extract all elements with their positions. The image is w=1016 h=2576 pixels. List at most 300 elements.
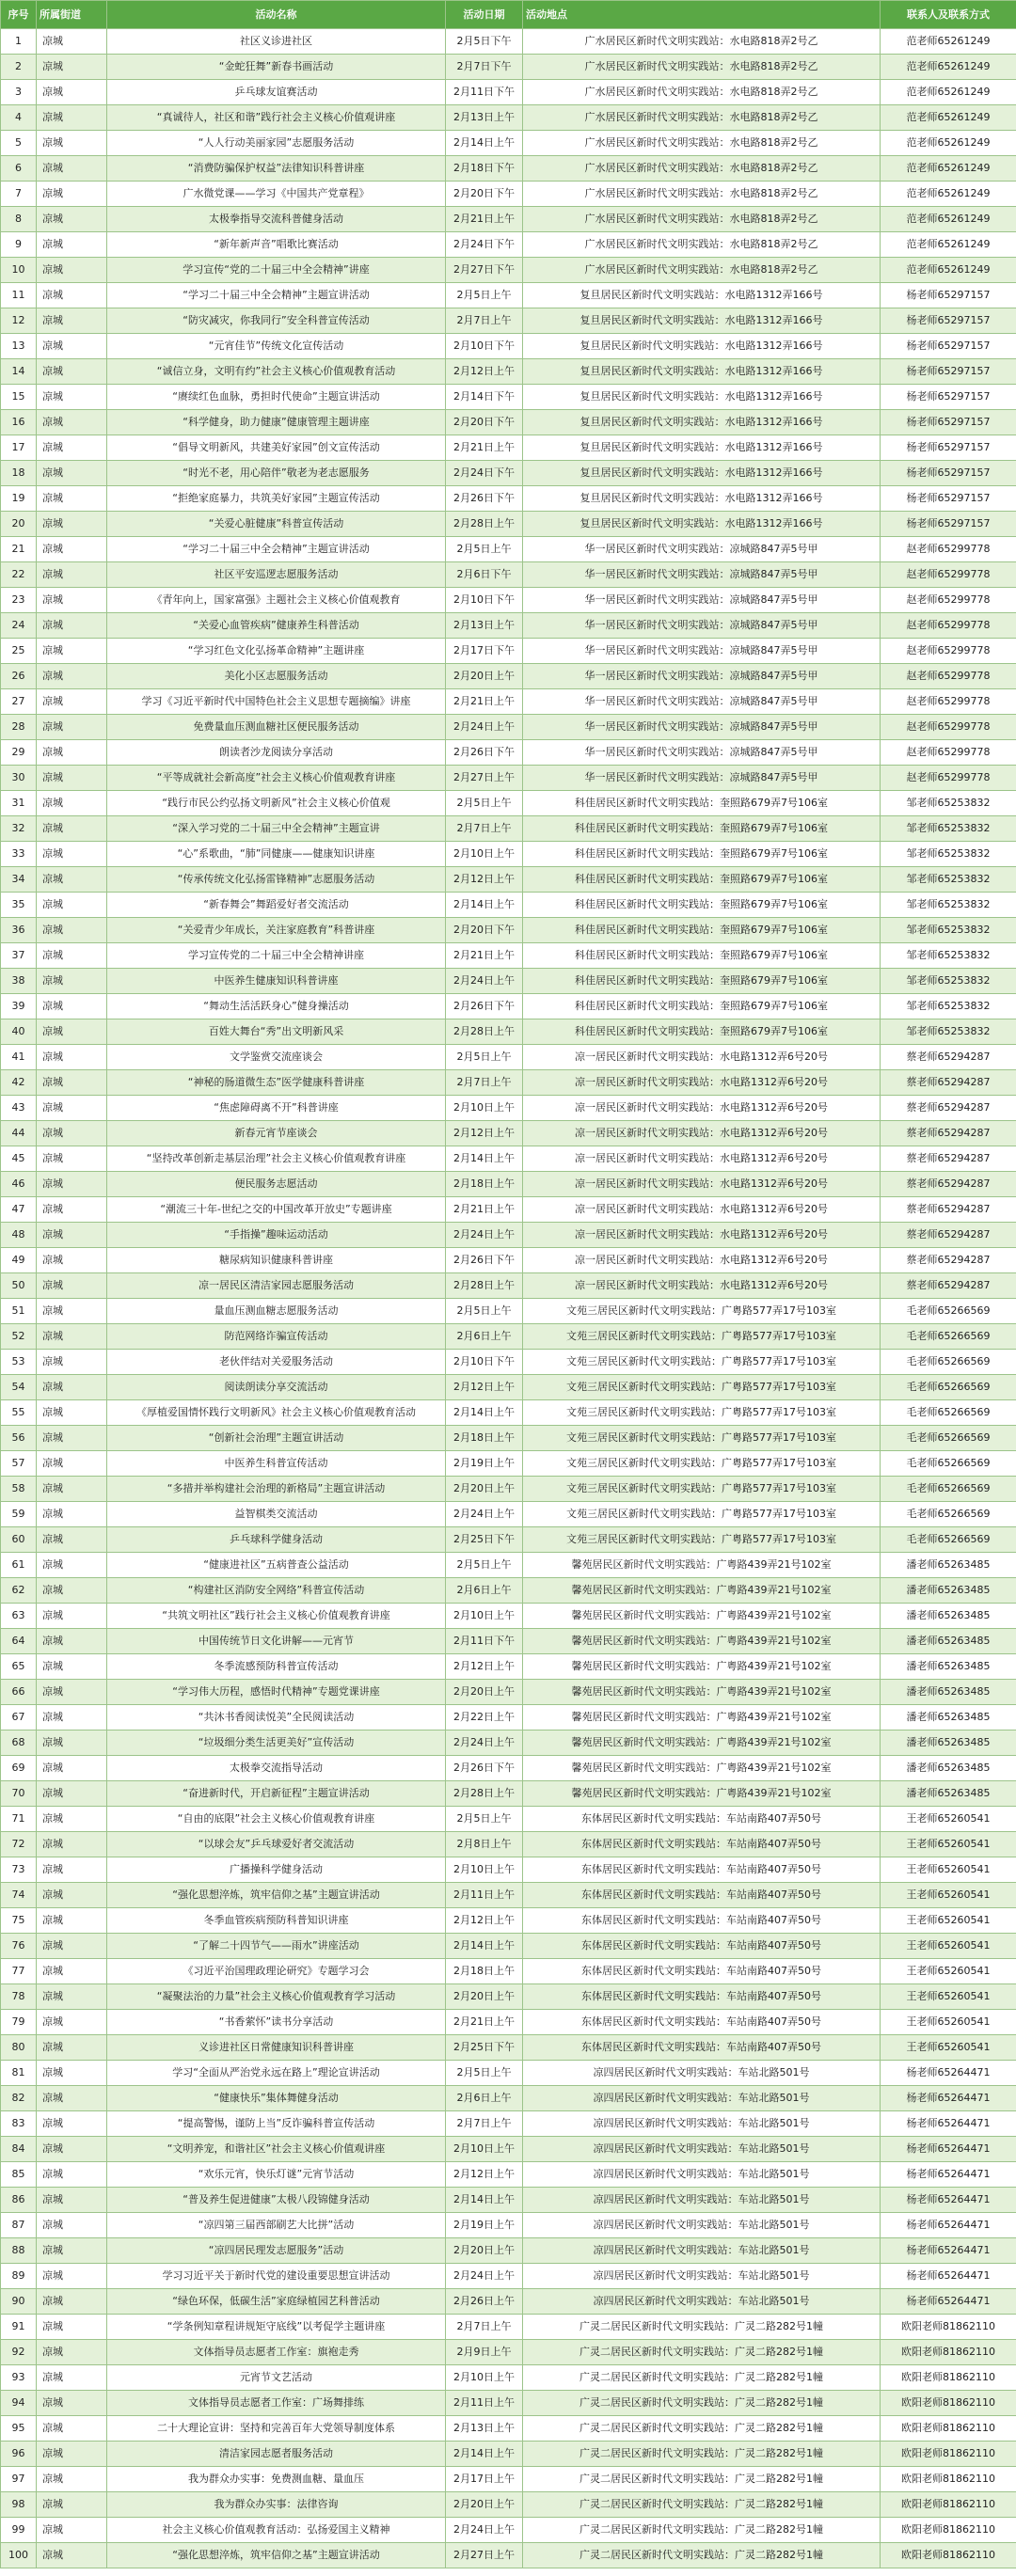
table-row [1,1350,1016,1375]
cell-activity-name: 乒乓球科学健身活动 [107,1527,446,1553]
cell-contact: 范老师65261249 [881,156,1016,182]
cell-index: 24 [1,613,37,639]
cell-activity-name: 老伙伴结对关爱服务活动 [107,1350,446,1375]
cell-contact: 邹老师65253832 [881,1019,1016,1045]
cell-location: 华一居民区新时代文明实践站：凉城路847弄5号甲 [523,715,881,740]
table-row [1,80,1016,105]
table-row [1,1502,1016,1527]
cell-index: 91 [1,2315,37,2340]
table-row [1,1273,1016,1299]
cell-date: 2月5日下午 [446,29,523,55]
cell-location: 复旦居民区新时代文明实践站：水电路1312弄166号 [523,308,881,334]
cell-contact: 邹老师65253832 [881,816,1016,842]
cell-activity-name: 《厚植爱国情怀践行文明新风》社会主义核心价值观教育活动 [107,1400,446,1426]
cell-contact: 蔡老师65294287 [881,1045,1016,1070]
cell-date: 2月13日上午 [446,105,523,131]
cell-date: 2月20日上午 [446,1680,523,1705]
cell-date: 2月25日下午 [446,2035,523,2061]
cell-contact: 王老师65260541 [881,2035,1016,2061]
cell-contact: 潘老师65263485 [881,1756,1016,1781]
table-row [1,1324,1016,1350]
table-row [1,1451,1016,1477]
cell-contact: 欧阳老师81862110 [881,2543,1016,2568]
cell-street: 凉城 [37,1400,107,1426]
cell-date: 2月22日上午 [446,1705,523,1731]
cell-street: 凉城 [37,1984,107,2010]
table-row [1,1172,1016,1197]
cell-location: 广灵二居民区新时代文明实践站：广灵二路282号1幢 [523,2315,881,2340]
cell-date: 2月10日上午 [446,2137,523,2162]
table-row [1,1553,1016,1578]
cell-index: 12 [1,308,37,334]
cell-activity-name: 阅读朗读分享交流活动 [107,1375,446,1400]
cell-location: 复旦居民区新时代文明实践站：水电路1312弄166号 [523,359,881,385]
cell-index: 28 [1,715,37,740]
cell-activity-name: “凉四居民理发志愿服务”活动 [107,2238,446,2264]
cell-index: 81 [1,2061,37,2086]
table-row [1,1045,1016,1070]
cell-activity-name: “科学健身，助力健康”健康管理主题讲座 [107,410,446,435]
cell-index: 5 [1,131,37,156]
cell-street: 凉城 [37,334,107,359]
cell-activity-name: “新年新声音”唱歌比赛活动 [107,232,446,258]
cell-date: 2月6日下午 [446,562,523,588]
cell-street: 凉城 [37,2442,107,2467]
cell-contact: 杨老师65264471 [881,2213,1016,2238]
cell-contact: 邹老师65253832 [881,893,1016,918]
table-row [1,207,1016,232]
table-row [1,1959,1016,1984]
cell-contact: 王老师65260541 [881,1908,1016,1934]
cell-index: 76 [1,1934,37,1959]
cell-date: 2月18日上午 [446,1426,523,1451]
cell-activity-name: “健康进社区”五病普查公益活动 [107,1553,446,1578]
cell-activity-name: “金蛇狂舞”新春书画活动 [107,55,446,80]
cell-date: 2月24日下午 [446,232,523,258]
cell-date: 2月14日上午 [446,131,523,156]
cell-activity-name: 学习“全面从严治党永远在路上”理论宣讲活动 [107,2061,446,2086]
cell-index: 65 [1,1654,37,1680]
cell-contact: 潘老师65263485 [881,1553,1016,1578]
cell-activity-name: “关爱心脏健康”科普宣传活动 [107,512,446,537]
cell-location: 东体居民区新时代文明实践站：车站南路407弄50号 [523,1832,881,1857]
cell-location: 馨苑居民区新时代文明实践站：广粤路439弄21号102室 [523,1578,881,1604]
cell-activity-name: 太极拳交流指导活动 [107,1756,446,1781]
cell-index: 75 [1,1908,37,1934]
cell-activity-name: “防灾减灾，你我同行”安全科普宣传活动 [107,308,446,334]
cell-activity-name: 学习宣传“党的二十届三中全会精神”讲座 [107,258,446,283]
cell-index: 19 [1,486,37,512]
table-row [1,867,1016,893]
cell-street: 凉城 [37,2416,107,2442]
cell-activity-name: 我为群众办实事：法律咨询 [107,2492,446,2518]
cell-date: 2月24日上午 [446,969,523,994]
cell-location: 复旦居民区新时代文明实践站：水电路1312弄166号 [523,486,881,512]
cell-activity-name: “新春舞会”舞蹈爱好者交流活动 [107,893,446,918]
cell-index: 74 [1,1883,37,1908]
cell-date: 2月10日上午 [446,1604,523,1629]
cell-contact: 杨老师65264471 [881,2188,1016,2213]
cell-location: 复旦居民区新时代文明实践站：水电路1312弄166号 [523,461,881,486]
cell-location: 科佳居民区新时代文明实践站：奎照路679弄7号106室 [523,791,881,816]
cell-activity-name: 百姓大舞台“秀”出文明新风采 [107,1019,446,1045]
cell-activity-name: 学习习近平关于新时代党的建设重要思想宣讲活动 [107,2264,446,2289]
cell-activity-name: 社区义诊进社区 [107,29,446,55]
cell-date: 2月19日上午 [446,1451,523,1477]
cell-street: 凉城 [37,613,107,639]
cell-street: 凉城 [37,1832,107,1857]
cell-activity-name: “了解二十四节气——雨水”讲座活动 [107,1934,446,1959]
cell-date: 2月28日上午 [446,512,523,537]
cell-street: 凉城 [37,1477,107,1502]
cell-activity-name: “凝聚法治的力量”社会主义核心价值观教育学习活动 [107,1984,446,2010]
cell-activity-name: “创新社会治理”主题宣讲活动 [107,1426,446,1451]
cell-street: 凉城 [37,893,107,918]
cell-index: 69 [1,1756,37,1781]
cell-location: 复旦居民区新时代文明实践站：水电路1312弄166号 [523,283,881,308]
cell-index: 41 [1,1045,37,1070]
cell-activity-name: 量血压测血糖志愿服务活动 [107,1299,446,1324]
cell-street: 凉城 [37,2111,107,2137]
cell-street: 凉城 [37,486,107,512]
cell-activity-name: 社区平安巡逻志愿服务活动 [107,562,446,588]
cell-index: 26 [1,664,37,689]
cell-date: 2月8日上午 [446,1832,523,1857]
table-row [1,1680,1016,1705]
cell-index: 25 [1,639,37,664]
cell-location: 凉四居民区新时代文明实践站：车站北路501号 [523,2188,881,2213]
cell-contact: 王老师65260541 [881,1984,1016,2010]
cell-contact: 王老师65260541 [881,1883,1016,1908]
cell-index: 57 [1,1451,37,1477]
table-row [1,385,1016,410]
cell-contact: 蔡老师65294287 [881,1223,1016,1248]
cell-street: 凉城 [37,639,107,664]
cell-date: 2月14日上午 [446,1934,523,1959]
cell-contact: 蔡老师65294287 [881,1248,1016,1273]
cell-location: 凉一居民区新时代文明实践站：水电路1312弄6号20号 [523,1248,881,1273]
cell-activity-name: “手指操”趣味运动活动 [107,1223,446,1248]
table-row [1,740,1016,766]
cell-contact: 邹老师65253832 [881,791,1016,816]
cell-index: 35 [1,893,37,918]
cell-index: 59 [1,1502,37,1527]
cell-date: 2月14日上午 [446,893,523,918]
cell-index: 49 [1,1248,37,1273]
cell-contact: 赵老师65299778 [881,639,1016,664]
cell-activity-name: “舞动生活活跃身心”健身操活动 [107,994,446,1019]
cell-date: 2月26日下午 [446,486,523,512]
cell-activity-name: “学习二十届三中全会精神”主题宣讲活动 [107,283,446,308]
cell-street: 凉城 [37,1096,107,1121]
cell-contact: 范老师65261249 [881,207,1016,232]
table-row [1,1197,1016,1223]
header-index: 序号 [1,1,37,29]
cell-location: 科佳居民区新时代文明实践站：奎照路679弄7号106室 [523,816,881,842]
table-row [1,2086,1016,2111]
table-row [1,1984,1016,2010]
table-row [1,1121,1016,1146]
cell-index: 38 [1,969,37,994]
cell-location: 文苑三居民区新时代文明实践站：广粤路577弄17号103室 [523,1350,881,1375]
cell-date: 2月5日上午 [446,2061,523,2086]
cell-street: 凉城 [37,994,107,1019]
cell-date: 2月7日下午 [446,55,523,80]
cell-location: 凉一居民区新时代文明实践站：水电路1312弄6号20号 [523,1045,881,1070]
cell-contact: 杨老师65264471 [881,2238,1016,2264]
cell-activity-name: 我为群众办实事：免费测血糖、量血压 [107,2467,446,2492]
cell-date: 2月24日下午 [446,461,523,486]
cell-location: 馨苑居民区新时代文明实践站：广粤路439弄21号102室 [523,1553,881,1578]
cell-index: 27 [1,689,37,715]
cell-street: 凉城 [37,283,107,308]
cell-location: 复旦居民区新时代文明实践站：水电路1312弄166号 [523,410,881,435]
cell-index: 84 [1,2137,37,2162]
cell-location: 广灵二居民区新时代文明实践站：广灵二路282号1幢 [523,2442,881,2467]
cell-location: 文苑三居民区新时代文明实践站：广粤路577弄17号103室 [523,1477,881,1502]
table-row [1,1781,1016,1807]
table-row [1,1146,1016,1172]
header-location: 活动地点 [523,1,881,29]
cell-activity-name: “关爱青少年成长，关注家庭教育”科普讲座 [107,918,446,943]
table-row [1,1604,1016,1629]
cell-activity-name: 太极拳指导交流科普健身活动 [107,207,446,232]
cell-date: 2月12日上午 [446,1908,523,1934]
cell-location: 科佳居民区新时代文明实践站：奎照路679弄7号106室 [523,842,881,867]
cell-street: 凉城 [37,2340,107,2365]
cell-street: 凉城 [37,156,107,182]
cell-index: 60 [1,1527,37,1553]
cell-contact: 王老师65260541 [881,1832,1016,1857]
cell-street: 凉城 [37,2213,107,2238]
cell-date: 2月24日上午 [446,2264,523,2289]
cell-activity-name: 文体指导员志愿者工作室：广场舞排练 [107,2391,446,2416]
table-row [1,1857,1016,1883]
cell-street: 凉城 [37,1781,107,1807]
cell-date: 2月7日上午 [446,1070,523,1096]
cell-location: 广灵二居民区新时代文明实践站：广灵二路282号1幢 [523,2492,881,2518]
cell-date: 2月11日下午 [446,1629,523,1654]
cell-location: 馨苑居民区新时代文明实践站：广粤路439弄21号102室 [523,1629,881,1654]
cell-index: 23 [1,588,37,613]
cell-date: 2月24日上午 [446,1223,523,1248]
cell-index: 72 [1,1832,37,1857]
cell-index: 92 [1,2340,37,2365]
table-row [1,893,1016,918]
cell-date: 2月12日上午 [446,1375,523,1400]
cell-date: 2月7日上午 [446,308,523,334]
cell-street: 凉城 [37,1629,107,1654]
cell-contact: 毛老师65266569 [881,1451,1016,1477]
cell-contact: 潘老师65263485 [881,1705,1016,1731]
cell-date: 2月20日上午 [446,664,523,689]
cell-index: 40 [1,1019,37,1045]
cell-activity-name: “践行市民公约弘扬文明新风”社会主义核心价值观 [107,791,446,816]
cell-index: 85 [1,2162,37,2188]
cell-location: 科佳居民区新时代文明实践站：奎照路679弄7号106室 [523,943,881,969]
cell-street: 凉城 [37,1883,107,1908]
cell-contact: 王老师65260541 [881,1934,1016,1959]
cell-date: 2月6日上午 [446,2086,523,2111]
table-row [1,1578,1016,1604]
table-row [1,2416,1016,2442]
cell-street: 凉城 [37,461,107,486]
table-row [1,2492,1016,2518]
table-row [1,1400,1016,1426]
cell-index: 11 [1,283,37,308]
cell-activity-name: 清洁家园志愿者服务活动 [107,2442,446,2467]
cell-contact: 蔡老师65294287 [881,1273,1016,1299]
cell-date: 2月5日上午 [446,537,523,562]
cell-location: 馨苑居民区新时代文明实践站：广粤路439弄21号102室 [523,1604,881,1629]
table-row [1,156,1016,182]
cell-location: 凉一居民区新时代文明实践站：水电路1312弄6号20号 [523,1197,881,1223]
cell-contact: 邹老师65253832 [881,918,1016,943]
cell-activity-name: “学习伟大历程，感悟时代精神”专题党课讲座 [107,1680,446,1705]
cell-location: 复旦居民区新时代文明实践站：水电路1312弄166号 [523,385,881,410]
cell-contact: 蔡老师65294287 [881,1197,1016,1223]
cell-contact: 毛老师65266569 [881,1426,1016,1451]
cell-contact: 欧阳老师81862110 [881,2518,1016,2543]
table-row [1,2289,1016,2315]
cell-index: 94 [1,2391,37,2416]
cell-index: 82 [1,2086,37,2111]
table-row [1,334,1016,359]
cell-street: 凉城 [37,55,107,80]
cell-activity-name: 美化小区志愿服务活动 [107,664,446,689]
cell-index: 90 [1,2289,37,2315]
cell-street: 凉城 [37,664,107,689]
cell-index: 37 [1,943,37,969]
cell-contact: 赵老师65299778 [881,537,1016,562]
cell-activity-name: 益智棋类交流活动 [107,1502,446,1527]
cell-street: 凉城 [37,131,107,156]
cell-date: 2月13日上午 [446,2416,523,2442]
cell-location: 东体居民区新时代文明实践站：车站南路407弄50号 [523,1959,881,1984]
cell-activity-name: 二十大理论宣讲：坚持和完善百年大党领导制度体系 [107,2416,446,2442]
cell-activity-name: “时光不老，用心陪伴”敬老为老志愿服务 [107,461,446,486]
table-row [1,2391,1016,2416]
cell-index: 79 [1,2010,37,2035]
table-row [1,791,1016,816]
cell-index: 32 [1,816,37,842]
cell-index: 63 [1,1604,37,1629]
cell-street: 凉城 [37,1273,107,1299]
cell-date: 2月5日上午 [446,791,523,816]
cell-street: 凉城 [37,1578,107,1604]
table-row [1,562,1016,588]
cell-contact: 邹老师65253832 [881,842,1016,867]
cell-contact: 杨老师65297157 [881,486,1016,512]
cell-activity-name: “多措并举构建社会治理的新格局”主题宣讲活动 [107,1477,446,1502]
cell-street: 凉城 [37,2035,107,2061]
cell-activity-name: “绿色环保，低碳生活”家庭绿植园艺科普活动 [107,2289,446,2315]
cell-street: 凉城 [37,232,107,258]
cell-street: 凉城 [37,918,107,943]
cell-activity-name: “人人行动美丽家园”志愿服务活动 [107,131,446,156]
cell-street: 凉城 [37,1604,107,1629]
cell-contact: 杨老师65297157 [881,410,1016,435]
table-row [1,512,1016,537]
cell-location: 文苑三居民区新时代文明实践站：广粤路577弄17号103室 [523,1299,881,1324]
cell-activity-name: “学条例知章程讲规矩守底线”以考促学主题讲座 [107,2315,446,2340]
table-row [1,2188,1016,2213]
cell-contact: 毛老师65266569 [881,1350,1016,1375]
cell-location: 科佳居民区新时代文明实践站：奎照路679弄7号106室 [523,1019,881,1045]
table-row [1,1223,1016,1248]
cell-street: 凉城 [37,1654,107,1680]
cell-date: 2月12日上午 [446,867,523,893]
cell-activity-name: 《习近平治国理政理论研究》专题学习会 [107,1959,446,1984]
table-row [1,2061,1016,2086]
cell-date: 2月14日上午 [446,1400,523,1426]
cell-activity-name: 广播操科学健身活动 [107,1857,446,1883]
cell-contact: 赵老师65299778 [881,715,1016,740]
cell-location: 科佳居民区新时代文明实践站：奎照路679弄7号106室 [523,994,881,1019]
cell-street: 凉城 [37,1502,107,1527]
cell-street: 凉城 [37,1248,107,1273]
cell-contact: 邹老师65253832 [881,867,1016,893]
cell-activity-name: 中医养生健康知识科普讲座 [107,969,446,994]
cell-date: 2月6日上午 [446,1578,523,1604]
cell-street: 凉城 [37,1375,107,1400]
cell-date: 2月20日上午 [446,1477,523,1502]
cell-date: 2月11日上午 [446,1883,523,1908]
cell-index: 39 [1,994,37,1019]
cell-activity-name: 学习《习近平新时代中国特色社会主义思想专题摘编》讲座 [107,689,446,715]
cell-date: 2月20日上午 [446,2492,523,2518]
cell-location: 凉一居民区新时代文明实践站：水电路1312弄6号20号 [523,1096,881,1121]
cell-date: 2月26日下午 [446,994,523,1019]
cell-date: 2月18日上午 [446,1959,523,1984]
table-row [1,969,1016,994]
cell-contact: 范老师65261249 [881,80,1016,105]
cell-location: 广水居民区新时代文明实践站：水电路818弄2号乙 [523,258,881,283]
cell-street: 凉城 [37,562,107,588]
cell-location: 东体居民区新时代文明实践站：车站南路407弄50号 [523,1908,881,1934]
cell-street: 凉城 [37,2365,107,2391]
table-row [1,2213,1016,2238]
cell-date: 2月17日下午 [446,639,523,664]
cell-index: 88 [1,2238,37,2264]
cell-location: 凉一居民区新时代文明实践站：水电路1312弄6号20号 [523,1070,881,1096]
cell-index: 9 [1,232,37,258]
cell-location: 广灵二居民区新时代文明实践站：广灵二路282号1幢 [523,2416,881,2442]
cell-activity-name: 中医养生科普宣传活动 [107,1451,446,1477]
table-row [1,1477,1016,1502]
cell-location: 文苑三居民区新时代文明实践站：广粤路577弄17号103室 [523,1451,881,1477]
cell-location: 广水居民区新时代文明实践站：水电路818弄2号乙 [523,80,881,105]
cell-street: 凉城 [37,1070,107,1096]
cell-location: 广水居民区新时代文明实践站：水电路818弄2号乙 [523,156,881,182]
cell-location: 东体居民区新时代文明实践站：车站南路407弄50号 [523,1857,881,1883]
table-row [1,486,1016,512]
cell-activity-name: 中国传统节日文化讲解——元宵节 [107,1629,446,1654]
table-row [1,1019,1016,1045]
cell-contact: 蔡老师65294287 [881,1121,1016,1146]
table-row [1,435,1016,461]
cell-location: 文苑三居民区新时代文明实践站：广粤路577弄17号103室 [523,1502,881,1527]
cell-contact: 杨老师65297157 [881,359,1016,385]
cell-activity-name: “潮流三十年-世纪之交的中国改革开放史”专题讲座 [107,1197,446,1223]
cell-street: 凉城 [37,1680,107,1705]
cell-date: 2月7日上午 [446,2315,523,2340]
cell-street: 凉城 [37,1299,107,1324]
cell-index: 47 [1,1197,37,1223]
cell-street: 凉城 [37,588,107,613]
cell-street: 凉城 [37,1324,107,1350]
cell-contact: 潘老师65263485 [881,1604,1016,1629]
